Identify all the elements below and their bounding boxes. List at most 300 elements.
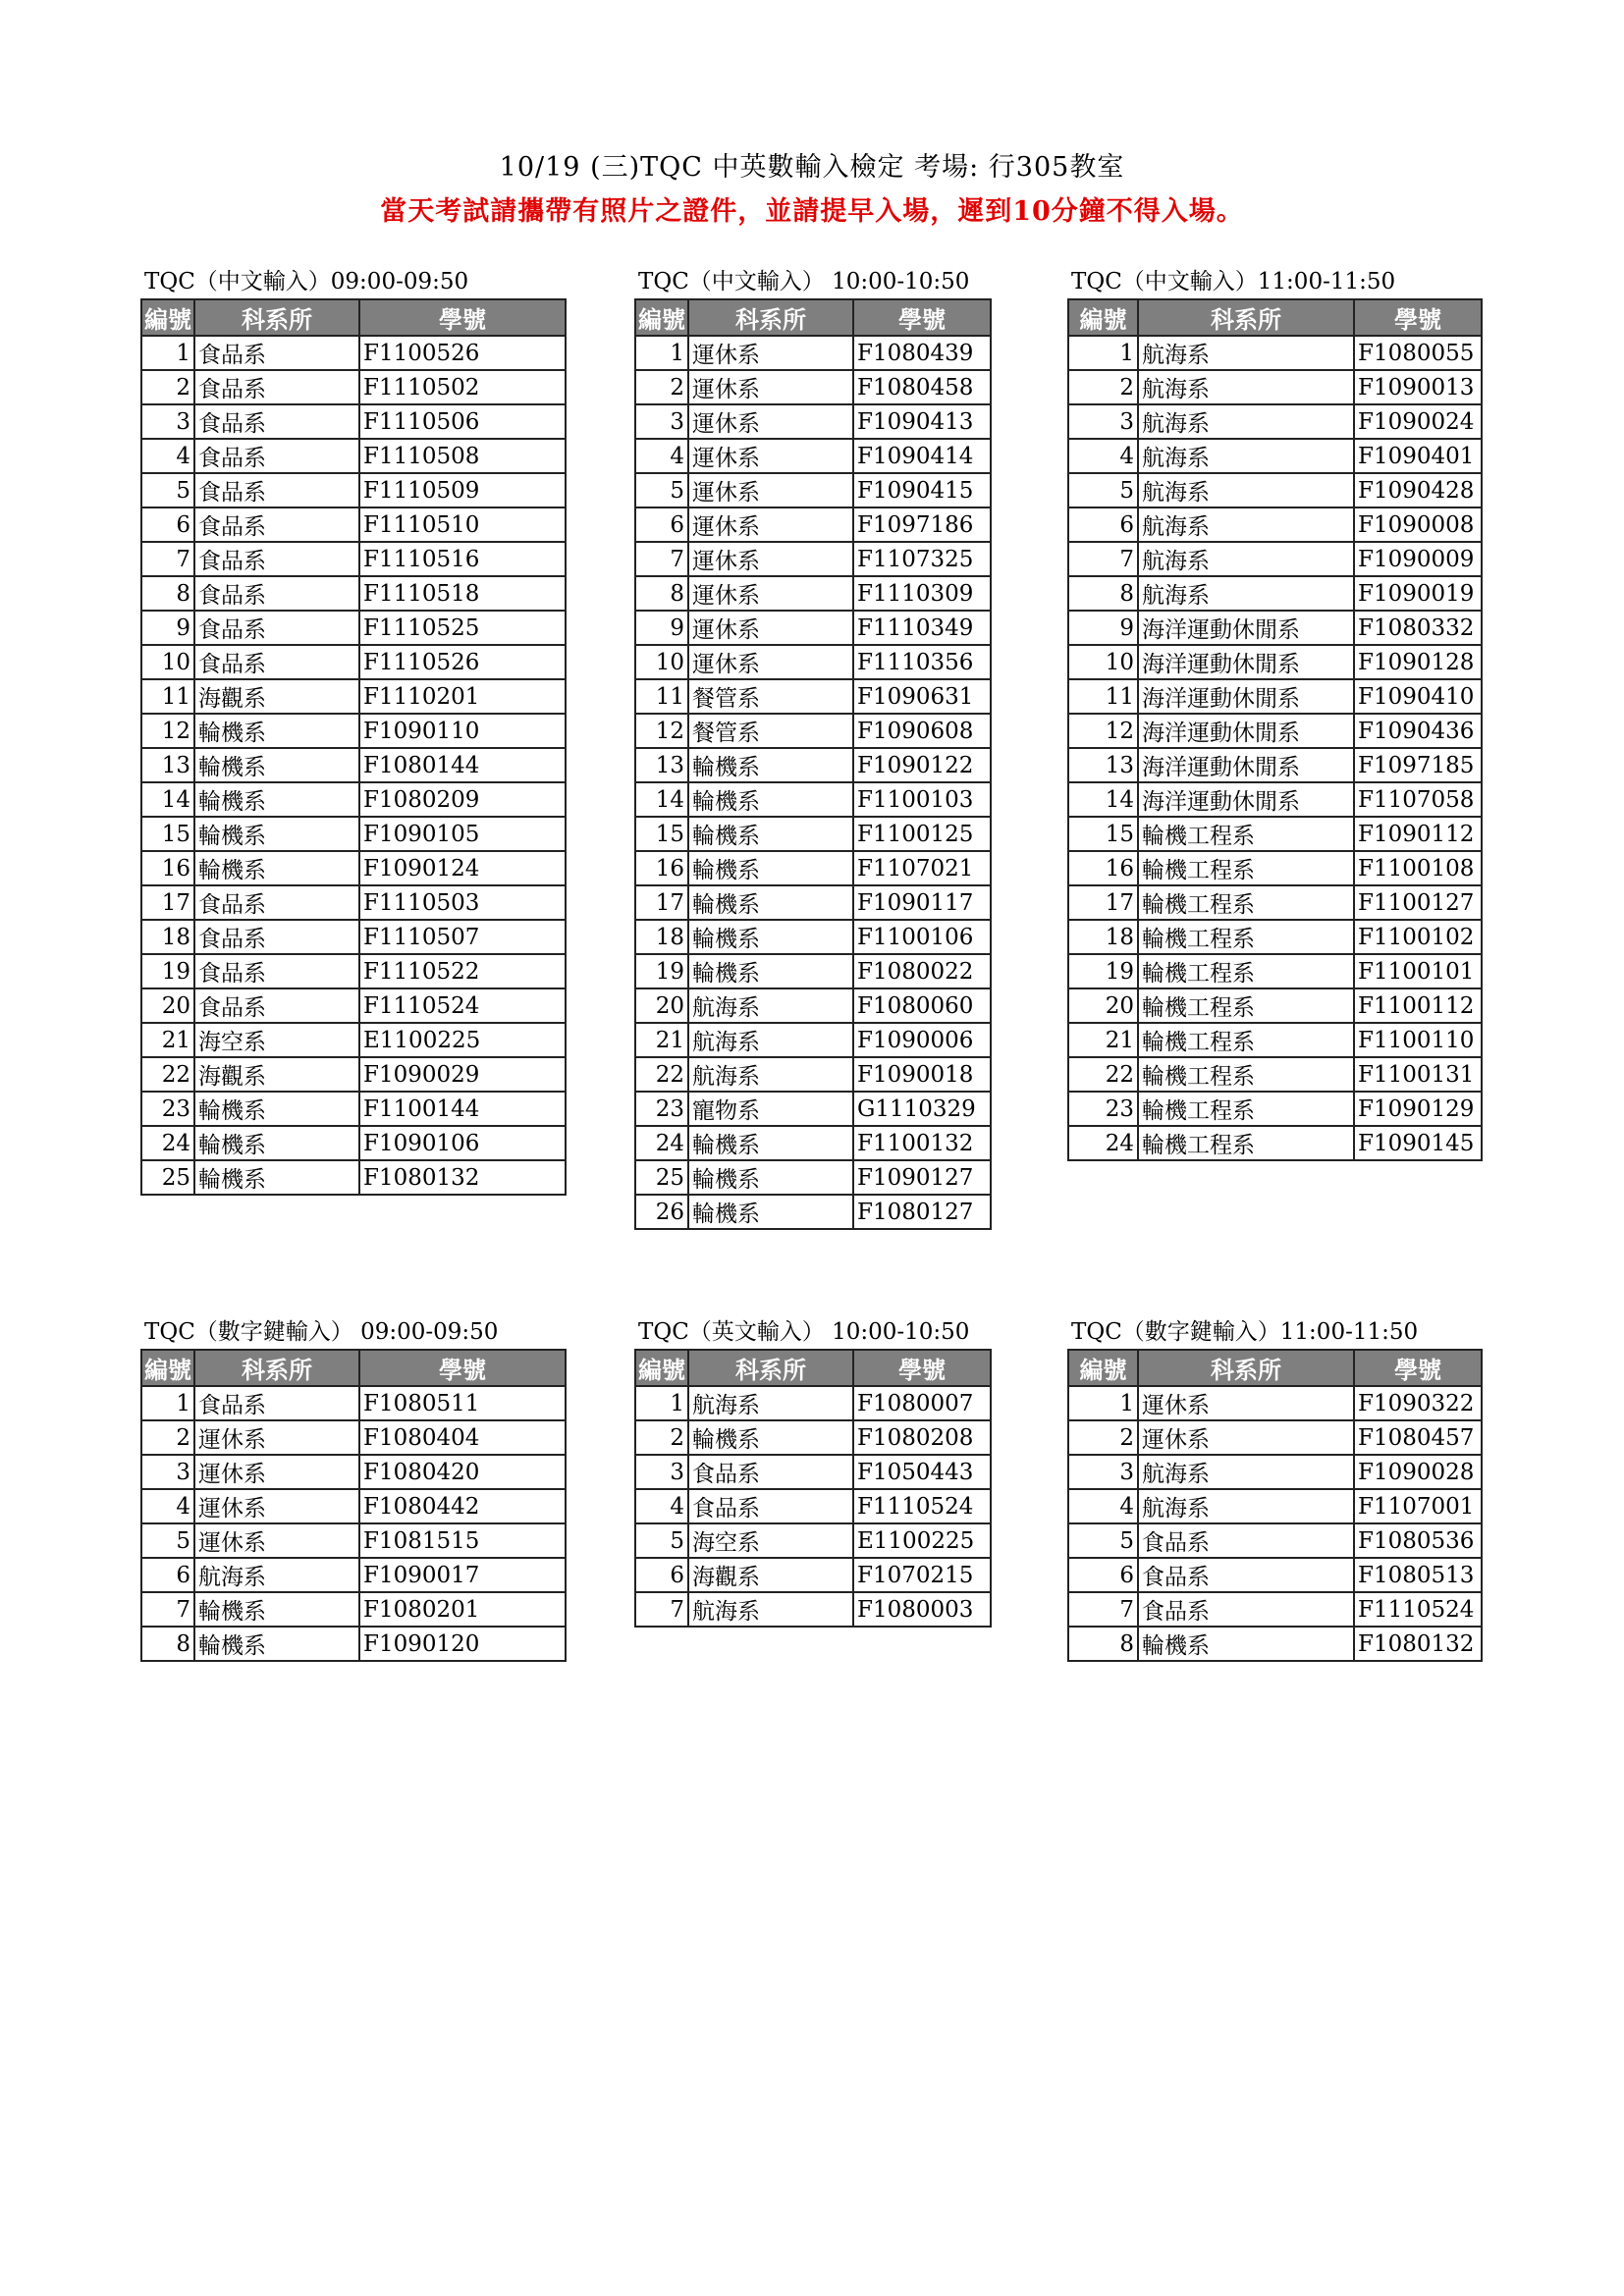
row-number: 11 (635, 679, 688, 714)
student-id: F1110524 (853, 1489, 991, 1523)
row-number: 9 (141, 611, 194, 645)
table-row (635, 1023, 991, 1057)
student-id: F1080201 (359, 1592, 566, 1627)
table-row (1068, 782, 1482, 817)
row-number: 6 (635, 1558, 688, 1592)
row-number: 2 (141, 1420, 194, 1455)
department: 輪機系 (688, 782, 853, 817)
department: 輪機工程系 (1138, 954, 1354, 988)
session-block (140, 265, 567, 1196)
department: 輪機系 (194, 1160, 359, 1195)
student-id: F1080208 (853, 1420, 991, 1455)
student-id: F1107021 (853, 851, 991, 885)
row-number: 4 (141, 439, 194, 473)
row-number: 10 (141, 645, 194, 679)
row-number: 3 (635, 404, 688, 439)
department: 食品系 (194, 576, 359, 611)
student-id: F1110524 (359, 988, 566, 1023)
student-id: F1090019 (1354, 576, 1482, 611)
row-number: 16 (635, 851, 688, 885)
table-row (141, 1023, 566, 1057)
row-number: 13 (1068, 748, 1138, 782)
table-row (141, 645, 566, 679)
department: 海觀系 (194, 1057, 359, 1092)
table-row (635, 336, 991, 370)
student-id: F1110510 (359, 507, 566, 542)
row-number: 25 (141, 1160, 194, 1195)
department: 輪機系 (688, 1126, 853, 1160)
student-id: F1100526 (359, 336, 566, 370)
department: 輪機系 (194, 851, 359, 885)
table-row (635, 576, 991, 611)
department: 運休系 (688, 645, 853, 679)
notice: 當天考試請攜帶有照片之證件，並請提早入場，遲到10分鐘不得入場。 (380, 196, 1244, 227)
department: 輪機系 (194, 1126, 359, 1160)
session-block (1067, 1315, 1483, 1662)
department: 食品系 (1138, 1523, 1354, 1558)
student-id: F1090631 (853, 679, 991, 714)
table-row (141, 782, 566, 817)
department: 航海系 (1138, 404, 1354, 439)
row-number: 7 (141, 1592, 194, 1627)
table-row (1068, 679, 1482, 714)
column-header-department: 科系所 (1138, 1350, 1354, 1386)
department: 輪機工程系 (1138, 851, 1354, 885)
table-row (635, 1523, 991, 1558)
table-header-row (1068, 1350, 1482, 1386)
page-title: 10/19 (三)TQC 中英數輸入檢定 考場: 行305教室 (499, 152, 1125, 183)
student-id: F1107058 (1354, 782, 1482, 817)
row-number: 6 (1068, 1558, 1138, 1592)
department: 輪機系 (194, 1092, 359, 1126)
department: 航海系 (1138, 542, 1354, 576)
department: 輪機系 (688, 1420, 853, 1455)
student-id: E1100225 (359, 1023, 566, 1057)
session-block (634, 265, 992, 1230)
department: 運休系 (688, 404, 853, 439)
student-id: F1100101 (1354, 954, 1482, 988)
table-row (1068, 542, 1482, 576)
student-id: F1110349 (853, 611, 991, 645)
department: 海空系 (688, 1523, 853, 1558)
department: 輪機系 (194, 817, 359, 851)
table-row (141, 920, 566, 954)
department: 輪機系 (688, 817, 853, 851)
roster-table (140, 298, 567, 1196)
row-number: 22 (1068, 1057, 1138, 1092)
student-id: F1090105 (359, 817, 566, 851)
student-id: F1097186 (853, 507, 991, 542)
table-row (1068, 1057, 1482, 1092)
row-number: 12 (141, 714, 194, 748)
row-number: 4 (635, 439, 688, 473)
department: 食品系 (194, 885, 359, 920)
table-row (635, 404, 991, 439)
table-row (635, 1195, 991, 1229)
row-number: 24 (141, 1126, 194, 1160)
row-number: 9 (635, 611, 688, 645)
student-id: F1110509 (359, 473, 566, 507)
row-number: 4 (1068, 439, 1138, 473)
row-number: 3 (1068, 1455, 1138, 1489)
row-number: 8 (141, 1627, 194, 1661)
department: 運休系 (688, 542, 853, 576)
table-row (635, 1386, 991, 1420)
department: 航海系 (1138, 1489, 1354, 1523)
row-number: 2 (635, 1420, 688, 1455)
department: 海洋運動休閒系 (1138, 645, 1354, 679)
student-id: F1090129 (1354, 1092, 1482, 1126)
table-row (635, 954, 991, 988)
student-id: F1080404 (359, 1420, 566, 1455)
department: 海洋運動休閒系 (1138, 748, 1354, 782)
department: 運休系 (688, 336, 853, 370)
student-id: F1110502 (359, 370, 566, 404)
department: 航海系 (1138, 336, 1354, 370)
department: 食品系 (194, 473, 359, 507)
table-row (635, 748, 991, 782)
row-number: 11 (1068, 679, 1138, 714)
department: 輪機系 (194, 782, 359, 817)
student-id: F1090124 (359, 851, 566, 885)
department: 航海系 (1138, 370, 1354, 404)
column-header-student-id: 學號 (853, 1350, 991, 1386)
session-caption: TQC（英文輸入） 10:00-10:50 (638, 1319, 970, 1345)
table-row (141, 542, 566, 576)
student-id: F1100131 (1354, 1057, 1482, 1092)
table-row (141, 988, 566, 1023)
row-number: 14 (635, 782, 688, 817)
student-id: F1110506 (359, 404, 566, 439)
student-id: F1080420 (359, 1455, 566, 1489)
row-number: 7 (141, 542, 194, 576)
table-row (1068, 370, 1482, 404)
student-id: G1110329 (853, 1092, 991, 1126)
session-block (1067, 265, 1483, 1161)
department: 運休系 (194, 1489, 359, 1523)
table-row (635, 1126, 991, 1160)
department: 輪機系 (688, 920, 853, 954)
row-number: 1 (635, 336, 688, 370)
student-id: F1090145 (1354, 1126, 1482, 1160)
department: 食品系 (688, 1489, 853, 1523)
department: 輪機系 (1138, 1627, 1354, 1661)
table-row (1068, 611, 1482, 645)
department: 食品系 (194, 404, 359, 439)
row-number: 13 (635, 748, 688, 782)
student-id: F1100102 (1354, 920, 1482, 954)
table-row (635, 1057, 991, 1092)
table-row (635, 782, 991, 817)
row-number: 2 (1068, 370, 1138, 404)
student-id: F1090018 (853, 1057, 991, 1092)
session-caption: TQC（中文輸入） 10:00-10:50 (638, 269, 970, 294)
student-id: F1090415 (853, 473, 991, 507)
department: 海洋運動休閒系 (1138, 679, 1354, 714)
table-row (1068, 404, 1482, 439)
row-number: 6 (1068, 507, 1138, 542)
session-caption: TQC（數字鍵輸入） 09:00-09:50 (144, 1319, 499, 1345)
column-header-department: 科系所 (194, 299, 359, 336)
student-id: F1110356 (853, 645, 991, 679)
row-number: 13 (141, 748, 194, 782)
student-id: F1080458 (853, 370, 991, 404)
department: 運休系 (688, 439, 853, 473)
row-number: 18 (1068, 920, 1138, 954)
row-number: 7 (1068, 1592, 1138, 1627)
session-caption: TQC（中文輸入）09:00-09:50 (144, 269, 469, 294)
department: 航海系 (688, 1023, 853, 1057)
row-number: 17 (635, 885, 688, 920)
session-caption: TQC（中文輸入）11:00-11:50 (1071, 269, 1396, 294)
row-number: 3 (141, 1455, 194, 1489)
column-header-department: 科系所 (194, 1350, 359, 1386)
department: 輪機系 (194, 1627, 359, 1661)
student-id: F1080003 (853, 1592, 991, 1627)
table-row (141, 1057, 566, 1092)
department: 輪機系 (194, 748, 359, 782)
row-number: 8 (141, 576, 194, 611)
table-row (1068, 1627, 1482, 1661)
department: 航海系 (688, 1057, 853, 1092)
table-row (635, 473, 991, 507)
student-id: F1090117 (853, 885, 991, 920)
student-id: F1090013 (1354, 370, 1482, 404)
table-row (635, 920, 991, 954)
column-header-department: 科系所 (1138, 299, 1354, 336)
department: 海洋運動休閒系 (1138, 714, 1354, 748)
department: 輪機系 (688, 851, 853, 885)
student-id: F1080132 (359, 1160, 566, 1195)
student-id: F1100108 (1354, 851, 1482, 885)
department: 食品系 (1138, 1592, 1354, 1627)
row-number: 18 (635, 920, 688, 954)
table-row (141, 748, 566, 782)
student-id: F1081515 (359, 1523, 566, 1558)
department: 食品系 (194, 336, 359, 370)
column-header-student-id: 學號 (359, 1350, 566, 1386)
table-row (141, 1592, 566, 1627)
column-header-number: 編號 (1068, 1350, 1138, 1386)
row-number: 23 (635, 1092, 688, 1126)
row-number: 3 (635, 1455, 688, 1489)
table-header-row (141, 1350, 566, 1386)
department: 航海系 (1138, 576, 1354, 611)
row-number: 8 (1068, 1627, 1138, 1661)
department: 餐管系 (688, 714, 853, 748)
student-id: F1090009 (1354, 542, 1482, 576)
table-row (1068, 920, 1482, 954)
row-number: 15 (635, 817, 688, 851)
row-number: 20 (635, 988, 688, 1023)
row-number: 25 (635, 1160, 688, 1195)
row-number: 14 (1068, 782, 1138, 817)
student-id: F1107001 (1354, 1489, 1482, 1523)
table-row (1068, 336, 1482, 370)
column-header-number: 編號 (141, 299, 194, 336)
row-number: 2 (1068, 1420, 1138, 1455)
session-block (140, 1315, 567, 1662)
row-number: 21 (1068, 1023, 1138, 1057)
row-number: 23 (141, 1092, 194, 1126)
row-number: 4 (635, 1489, 688, 1523)
table-row (141, 851, 566, 885)
row-number: 1 (635, 1386, 688, 1420)
row-number: 4 (1068, 1489, 1138, 1523)
row-number: 5 (635, 1523, 688, 1558)
table-row (141, 1627, 566, 1661)
column-header-student-id: 學號 (1354, 299, 1482, 336)
table-row (635, 679, 991, 714)
student-id: F1100112 (1354, 988, 1482, 1023)
table-row (1068, 1386, 1482, 1420)
row-number: 26 (635, 1195, 688, 1229)
table-row (141, 370, 566, 404)
row-number: 19 (141, 954, 194, 988)
department: 食品系 (194, 507, 359, 542)
student-id: F1080511 (359, 1386, 566, 1420)
table-row (1068, 988, 1482, 1023)
department: 運休系 (688, 370, 853, 404)
column-header-student-id: 學號 (1354, 1350, 1482, 1386)
row-number: 1 (1068, 1386, 1138, 1420)
department: 輪機工程系 (1138, 885, 1354, 920)
column-header-number: 編號 (635, 299, 688, 336)
student-id: F1090106 (359, 1126, 566, 1160)
table-row (1068, 1126, 1482, 1160)
student-id: F1090413 (853, 404, 991, 439)
department: 海觀系 (194, 679, 359, 714)
department: 輪機系 (688, 1160, 853, 1195)
department: 航海系 (688, 1592, 853, 1627)
row-number: 10 (1068, 645, 1138, 679)
student-id: F1097185 (1354, 748, 1482, 782)
table-row (141, 611, 566, 645)
table-row (635, 1455, 991, 1489)
table-row (1068, 1092, 1482, 1126)
row-number: 16 (1068, 851, 1138, 885)
session-block (634, 1315, 992, 1628)
column-header-student-id: 學號 (853, 299, 991, 336)
department: 運休系 (688, 611, 853, 645)
department: 食品系 (194, 920, 359, 954)
row-number: 11 (141, 679, 194, 714)
student-id: F1110508 (359, 439, 566, 473)
row-number: 6 (141, 507, 194, 542)
department: 航海系 (194, 1558, 359, 1592)
table-row (1068, 1420, 1482, 1455)
row-number: 20 (141, 988, 194, 1023)
row-number: 18 (141, 920, 194, 954)
column-header-number: 編號 (635, 1350, 688, 1386)
row-number: 15 (141, 817, 194, 851)
table-row (141, 1126, 566, 1160)
table-row (1068, 576, 1482, 611)
table-row (1068, 1023, 1482, 1057)
table-row (1068, 473, 1482, 507)
row-number: 5 (1068, 1523, 1138, 1558)
student-id: F1080442 (359, 1489, 566, 1523)
department: 運休系 (688, 473, 853, 507)
student-id: F1090410 (1354, 679, 1482, 714)
student-id: F1090428 (1354, 473, 1482, 507)
table-row (635, 1489, 991, 1523)
student-id: F1080209 (359, 782, 566, 817)
table-row (635, 542, 991, 576)
table-row (141, 336, 566, 370)
student-id: F1090110 (359, 714, 566, 748)
table-row (635, 645, 991, 679)
row-number: 5 (141, 1523, 194, 1558)
table-row (635, 1558, 991, 1592)
table-row (141, 679, 566, 714)
student-id: F1080127 (853, 1195, 991, 1229)
row-number: 17 (1068, 885, 1138, 920)
department: 輪機系 (688, 954, 853, 988)
table-row (635, 611, 991, 645)
table-row (635, 1092, 991, 1126)
column-header-department: 科系所 (688, 1350, 853, 1386)
table-row (141, 1420, 566, 1455)
roster-table (634, 298, 992, 1230)
student-id: F1100144 (359, 1092, 566, 1126)
student-id: F1090024 (1354, 404, 1482, 439)
department: 輪機工程系 (1138, 1126, 1354, 1160)
student-id: F1100110 (1354, 1023, 1482, 1057)
department: 食品系 (194, 954, 359, 988)
department: 航海系 (1138, 473, 1354, 507)
student-id: F1050443 (853, 1455, 991, 1489)
row-number: 12 (635, 714, 688, 748)
table-row (141, 507, 566, 542)
student-id: F1107325 (853, 542, 991, 576)
department: 運休系 (194, 1455, 359, 1489)
department: 輪機系 (194, 1592, 359, 1627)
table-row (635, 439, 991, 473)
department: 食品系 (194, 542, 359, 576)
row-number: 3 (1068, 404, 1138, 439)
student-id: F1080332 (1354, 611, 1482, 645)
row-number: 15 (1068, 817, 1138, 851)
student-id: F1110507 (359, 920, 566, 954)
table-row (141, 885, 566, 920)
table-row (141, 1160, 566, 1195)
department: 食品系 (194, 439, 359, 473)
column-header-student-id: 學號 (359, 299, 566, 336)
table-row (141, 714, 566, 748)
row-number: 2 (635, 370, 688, 404)
student-id: F1090122 (853, 748, 991, 782)
department: 寵物系 (688, 1092, 853, 1126)
student-id: F1090608 (853, 714, 991, 748)
row-number: 8 (635, 576, 688, 611)
table-row (141, 1092, 566, 1126)
student-id: F1110526 (359, 645, 566, 679)
student-id: F1110524 (1354, 1592, 1482, 1627)
student-id: F1090127 (853, 1160, 991, 1195)
department: 航海系 (688, 988, 853, 1023)
student-id: F1090006 (853, 1023, 991, 1057)
student-id: F1090322 (1354, 1386, 1482, 1420)
row-number: 4 (141, 1489, 194, 1523)
department: 航海系 (688, 1386, 853, 1420)
row-number: 5 (141, 473, 194, 507)
table-row (1068, 645, 1482, 679)
department: 運休系 (688, 576, 853, 611)
row-number: 6 (635, 507, 688, 542)
row-number: 7 (635, 542, 688, 576)
student-id: F1110518 (359, 576, 566, 611)
